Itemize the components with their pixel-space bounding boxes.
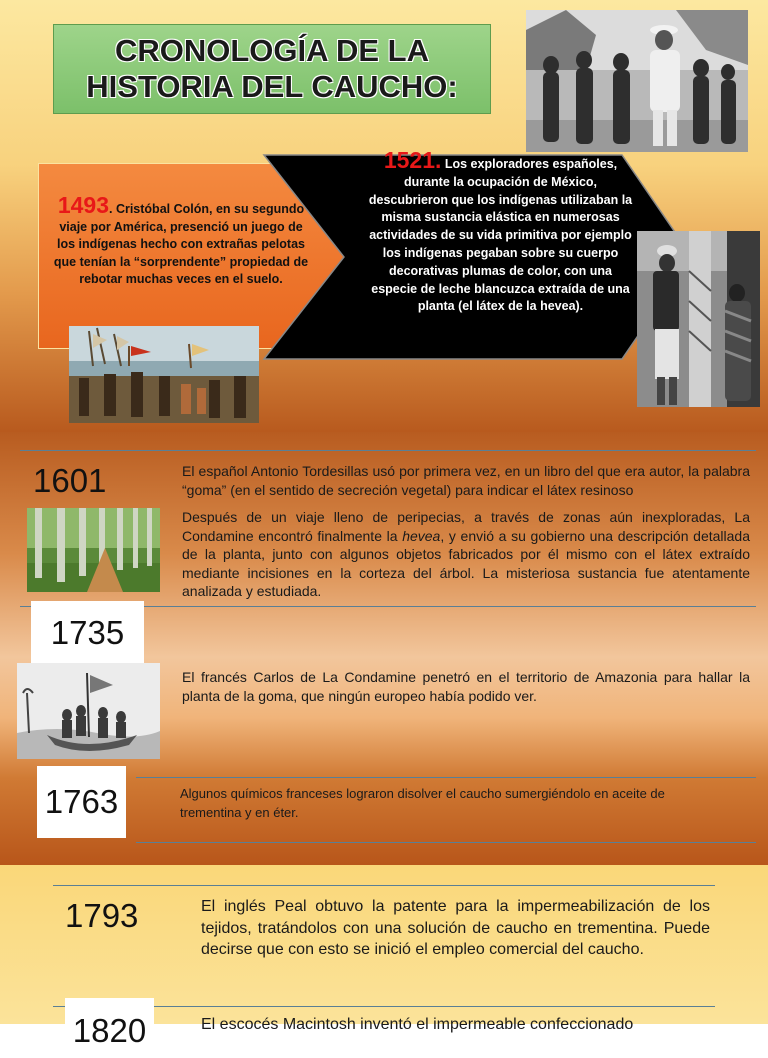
text-1493: . Cristóbal Colón, en su segundo viaje por América, presenció un juego de los indígenas hecho con extrañas pelotas que tenían la “sorprendente” propiedad de rebotar muchas veces en el suelo. [53, 202, 309, 286]
page-title [53, 24, 491, 114]
divider-line [136, 842, 756, 843]
explorers-photo [526, 10, 748, 152]
entry-1521 [368, 147, 633, 316]
title-line-2: HISTORIA DEL CAUCHO: [86, 69, 458, 104]
title-line-1: CRONOLOGÍA DE LA [114, 33, 429, 68]
text-1601: El español Antonio Tordesillas usó por primera vez, en un libro del que era autor, la palabra “goma” (en el sentido de secreción vegetal) para indicar el látex resinoso [182, 463, 750, 498]
divider-line [53, 885, 715, 886]
text-1793: El inglés Peal obtuvo la patente para la impermeabilización de los tejidos, tratándolos con una solución de caucho en trementina. Puede decirse que con esto se inició el empleo comercial del caucho. [201, 898, 710, 958]
rubber-plantation-photo [27, 508, 160, 592]
text-1601-b [182, 508, 750, 601]
text-1601-b-after: , y envió a su gobierno una descripción detallada de la planta, junto con algunos objetos fabricados por él mismo con el látex extraído mediante incisiones en la corteza del árbol. La misteriosa sustancia fue atentamente analizada y estudiada. [182, 527, 750, 599]
columbus-painting [69, 326, 259, 423]
text-1820: El escocés Macintosh inventó el impermeable confeccionado [201, 1016, 634, 1033]
year-1493: 1493 [57, 192, 109, 218]
year-1763: 1763 [37, 766, 126, 838]
year-1820: 1820 [65, 998, 154, 1058]
year-1793: 1793 [65, 897, 139, 934]
rubber-tapper-photo [637, 231, 760, 407]
text-1763: Algunos químicos franceses lograron disolver el caucho sumergiéndolo en aceite de trementina y en éter. [180, 786, 665, 820]
year-1601: 1601 [33, 462, 107, 499]
text-1521: Los exploradores españoles, durante la ocupación de México, descubrieron que los indígenas utilizaban la misma sustancia elástica en numerosas actividades de su vida primitiva por ejemplo los indígenas pegaban sobre su cuerpo decorativas plumas de color, con una especie de leche blancuzca extraída de una planta (el látex de la hevea). [368, 157, 633, 314]
divider-line [20, 450, 756, 451]
divider-line [136, 777, 756, 778]
text-1601-b-italic: hevea [402, 527, 441, 544]
text-1601-b-before: Después de un viaje lleno de peripecias, a través de zonas aún inexploradas, La Condamine encontró finalmente la [182, 509, 750, 544]
year-1735: 1735 [31, 601, 144, 665]
year-1521: 1521. [383, 147, 442, 173]
condamine-boat-engraving [17, 663, 160, 759]
text-1735: El francés Carlos de La Condamine penetró en el territorio de Amazonia para hallar la planta de la goma, que ningún europeo había podido ver. [182, 669, 750, 704]
